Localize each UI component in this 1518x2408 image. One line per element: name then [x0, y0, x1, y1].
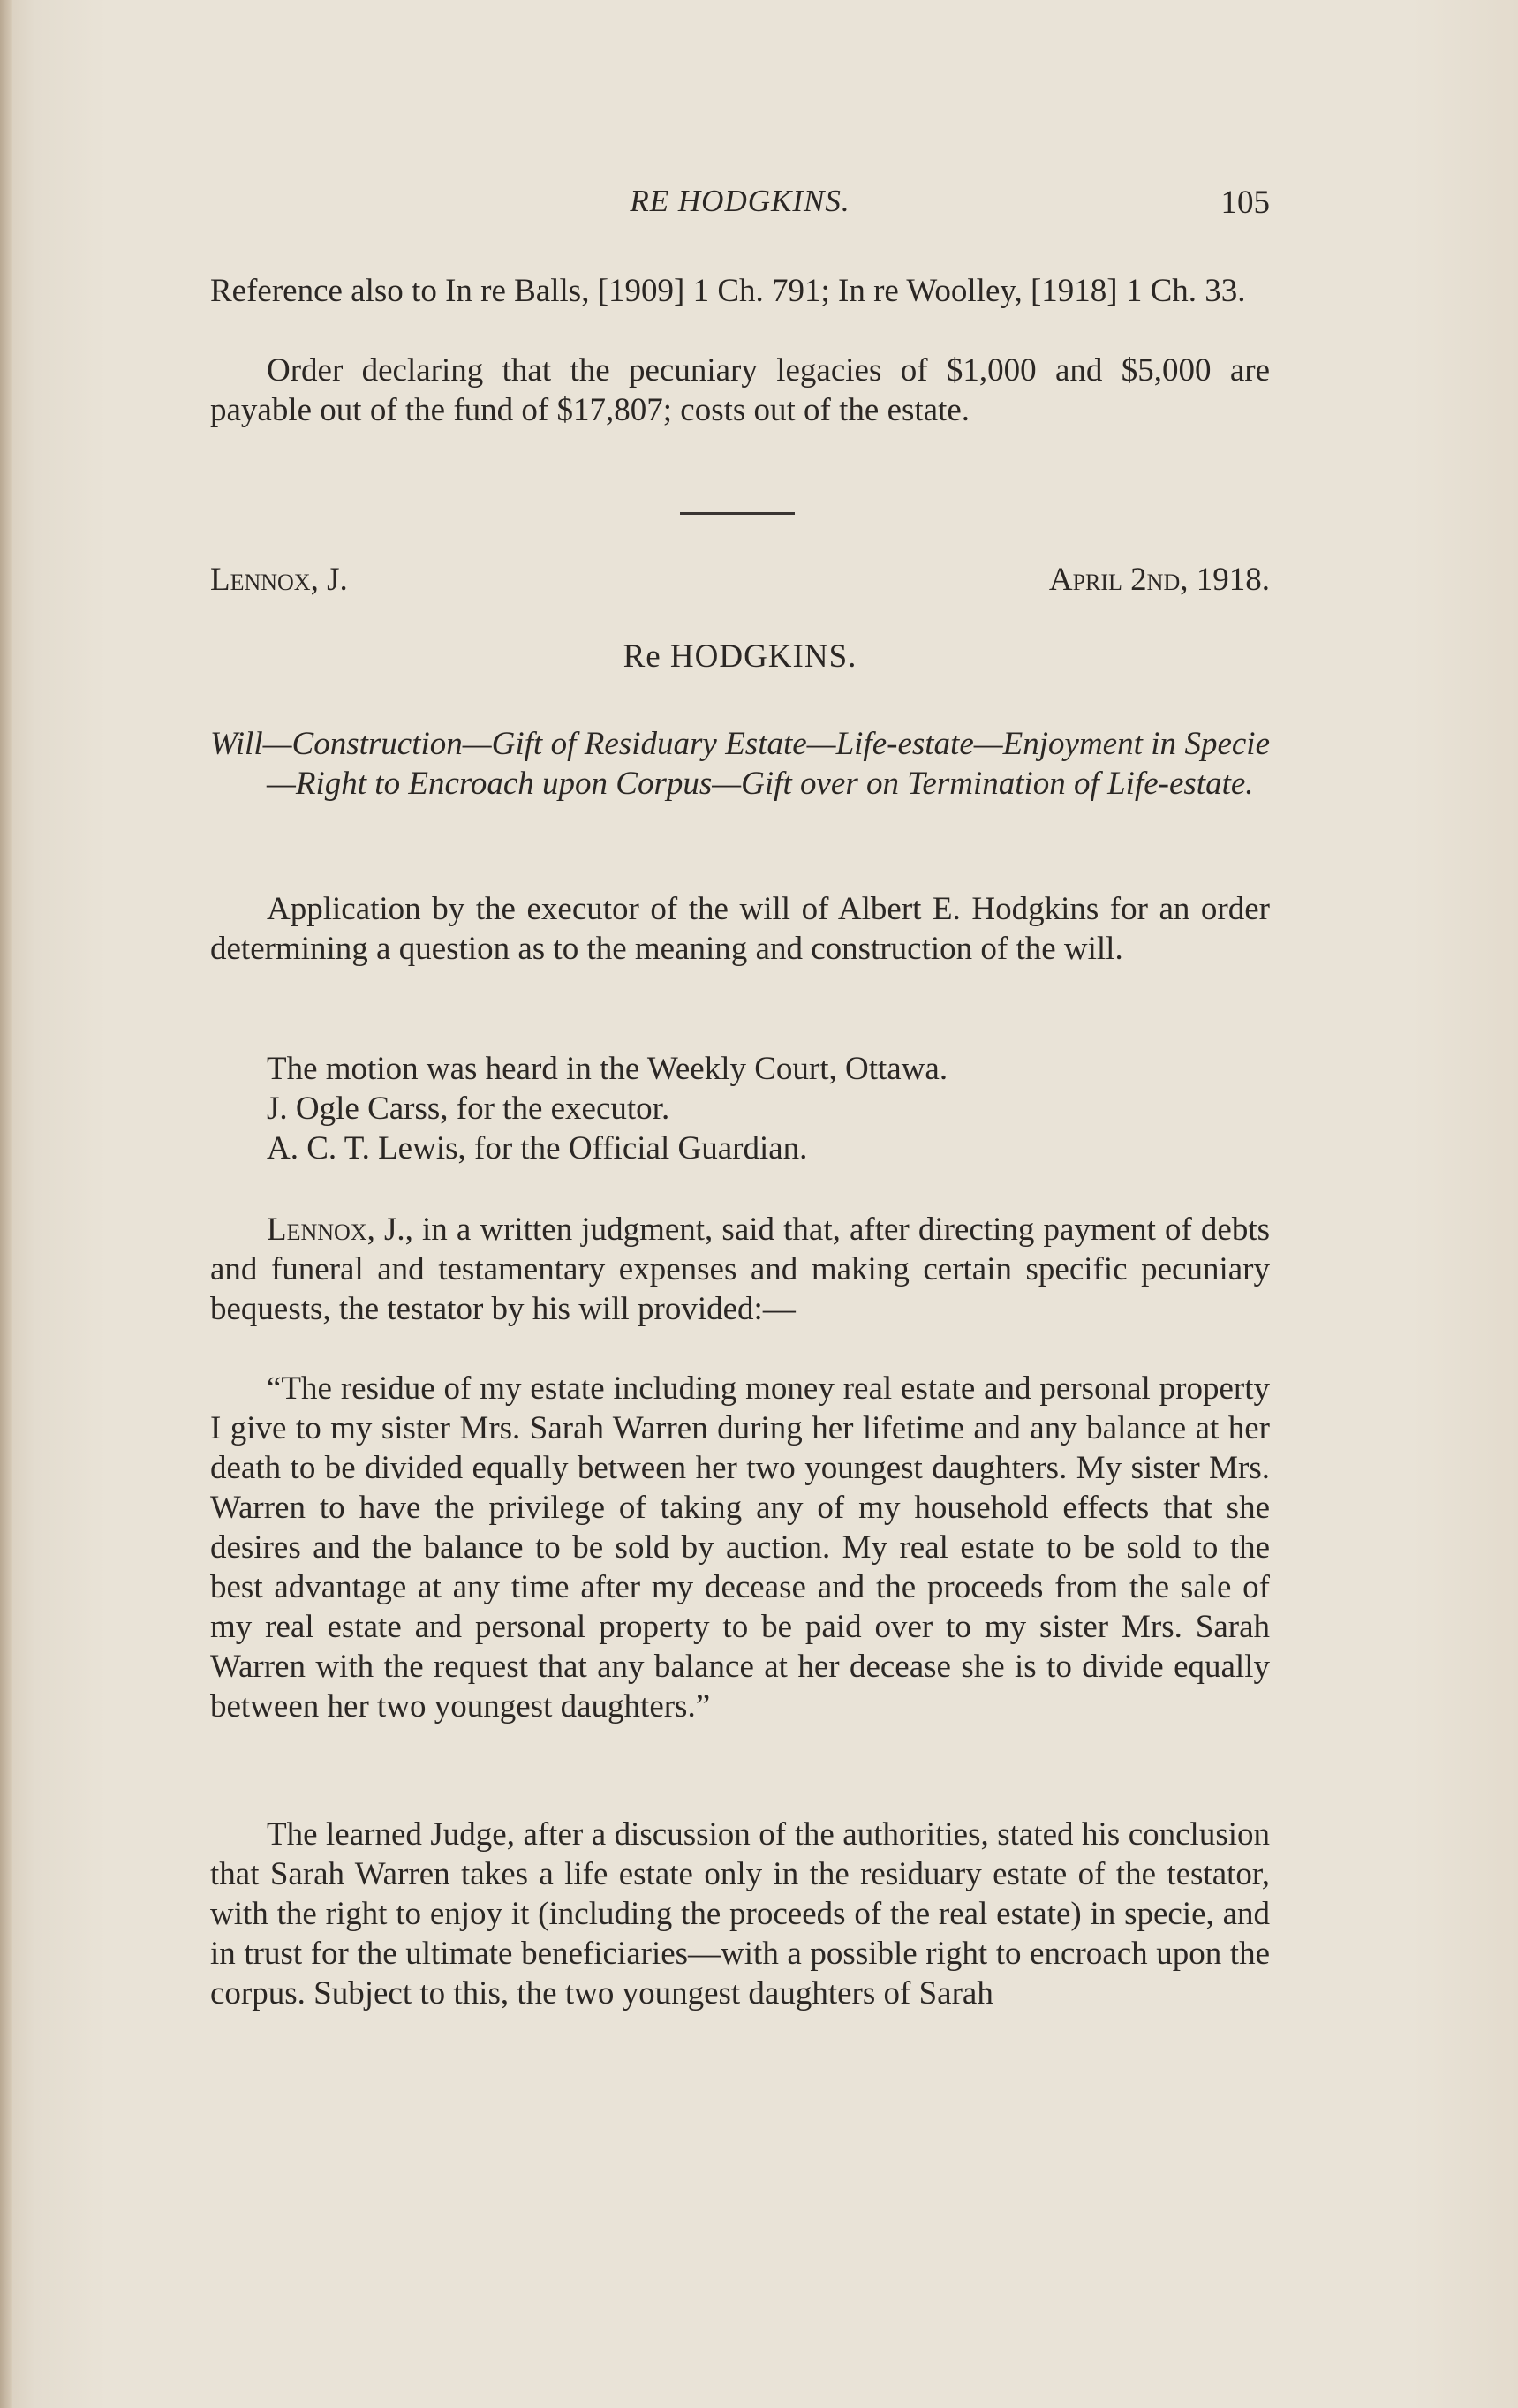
page-number: 105: [1220, 185, 1270, 221]
running-header: [210, 184, 1270, 226]
judge-name: Lennox, J.: [210, 562, 348, 598]
will-quotation: “The residue of my estate including money real estate and personal property I give to my sister Mrs. Sarah Warren during her lifetime and any balance at her death to be divided equally between her two youngest daughters. My sister Mrs. Warren to have the privilege of taking any of my household effects that she desires and the balance to be sold by auction. My real estate to be sold to the best advantage at any time after my decease and the proceeds from the sale of my real estate and personal property to be paid over to my sister Mrs. Sarah Warren with the request that any balance at her decease she is to divide equally between her two youngest daughters.”: [210, 1370, 1270, 1725]
reference-paragraph: Reference also to In re Balls, [1909] 1 Ch. 791; In re Woolley, [1918] 1 Ch. 33.: [210, 273, 1246, 309]
application-paragraph: Application by the executor of the will of Albert E. Hodgkins for an order determining a question as to the meaning and construction of the will.: [210, 891, 1270, 967]
case-headnote: Will—Construction—Gift of Residuary Estate—Life-estate—Enjoyment in Specie—Right to Encroach upon Corpus—Gift over on Termination of Life-estate.: [210, 726, 1270, 802]
judgment-judge-name: Lennox, J.: [267, 1212, 405, 1248]
judgment-date: April 2nd, 1918.: [1048, 562, 1270, 598]
judgment-intro-paragraph: [210, 1210, 1270, 1329]
counsel-executor: J. Ogle Carss, for the executor.: [267, 1091, 670, 1127]
section-divider: [680, 512, 795, 515]
judgment-intro-text: , in a written judgment, said that, after directing payment of debts and funeral and testamentary expenses and making certain specific pecuniary bequests, the testator by his will provided:—: [210, 1212, 1270, 1327]
conclusion-paragraph: The learned Judge, after a discussion of the authorities, stated his conclusion that Sarah Warren takes a life estate only in the residuary estate of the testator, with the right to enjoy it (including the proceeds of the real estate) in specie, and in trust for the ultimate beneficiaries—with a possible right to encroach upon the corpus. Subject to this, the two youngest daughters of Sarah: [210, 1816, 1270, 2012]
order-paragraph: Order declaring that the pecuniary legacies of $1,000 and $5,000 are payable out of the fund of $17,807; costs out of the estate.: [210, 352, 1270, 428]
running-title: RE HODGKINS.: [630, 184, 850, 218]
counsel-guardian: A. C. T. Lewis, for the Official Guardian.: [267, 1130, 808, 1166]
case-title: Re HODGKINS.: [623, 638, 857, 675]
page-spine-shadow: [0, 0, 12, 2408]
hearing-line: The motion was heard in the Weekly Court, Ottawa.: [267, 1051, 948, 1087]
